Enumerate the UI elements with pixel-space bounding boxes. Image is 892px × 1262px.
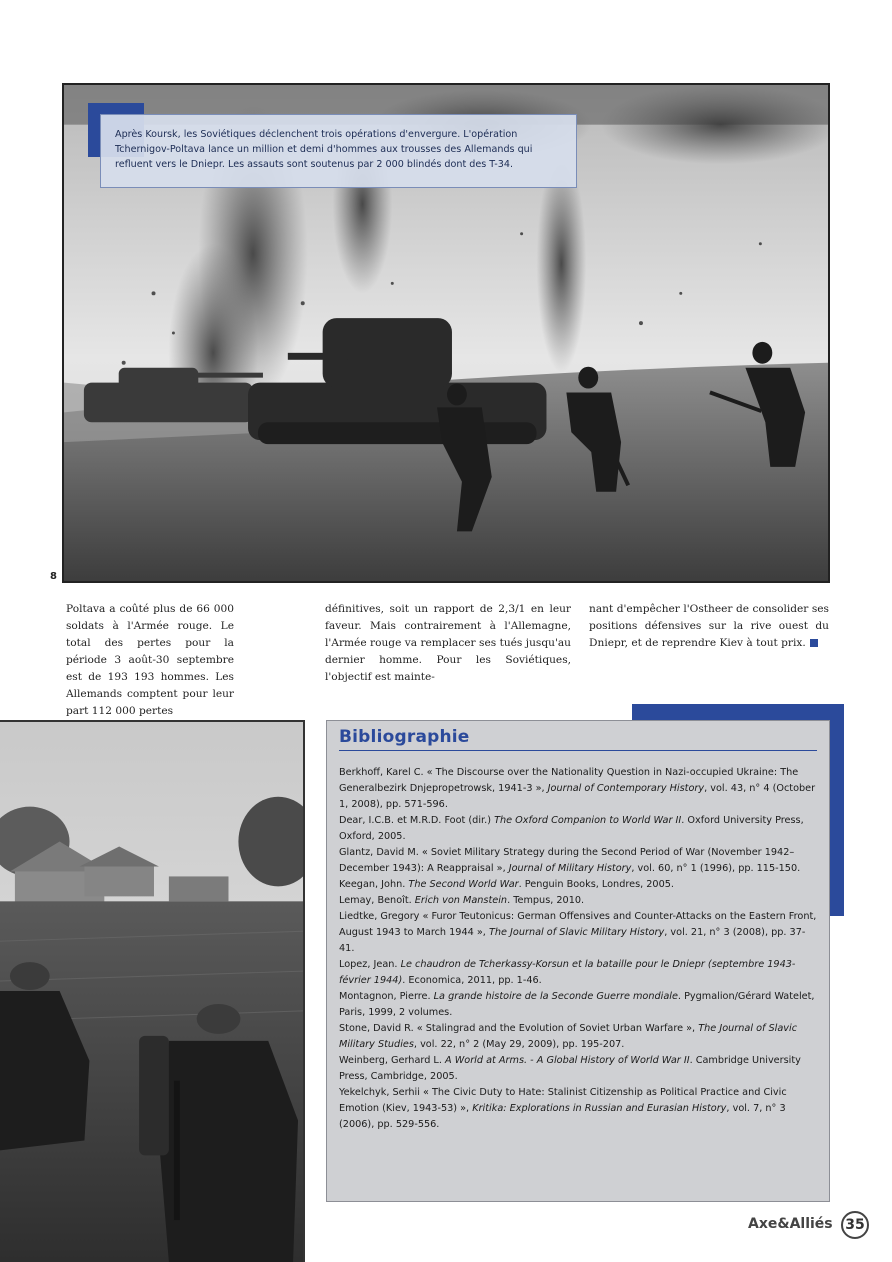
- bibliography-entry: Keegan, John. The Second World War. Penguin Books, Londres, 2005.: [339, 879, 675, 890]
- article-column-1: Poltava a coûté plus de 66 000 soldats à l'Armée rouge. Le total des pertes pour la période 3 août-30 septembre est de 193 193 hommes. Les Allemands comptent pour leur part 112 000 pertes: [66, 603, 234, 717]
- bibliography-entry: Weinberg, Gerhard L. A World at Arms. - A Global History of World War II. Cambridge University Press, Cambridge, 2005.: [339, 1055, 801, 1082]
- bibliography-entry: Lemay, Benoît. Erich von Manstein. Tempus, 2010.: [339, 895, 585, 906]
- article-column-3-text: nant d'empêcher l'Ostheer de consolider ses positions défensives sur la rive ouest du Dniepr, et de reprendre Kiev à tout prix.: [589, 603, 829, 649]
- bibliography-entry: Stone, David R. « Stalingrad and the Evolution of Soviet Urban Warfare », The Journal of Slavic Military Studies, vol. 22, n° 2 (May 29, 2009), pp. 195-207.: [339, 1023, 798, 1050]
- bibliography-entry: Glantz, David M. « Soviet Military Strategy during the Second Period of War (November 1942–December 1943): A Reappraisal », Journal of Military History, vol. 60, n° 1 (1996), pp. 115-150.: [339, 847, 801, 874]
- article-column-3: [589, 601, 829, 652]
- bibliography-entry: Yekelchyk, Serhii « The Civic Duty to Hate: Stalinist Citizenship as Political Practice and Civic Emotion (Kiev, 1943-53) », Kritika: Explorations in Russian and Eurasian History, vol. 7, n° 3 (2006), pp. 529-556.: [339, 1087, 787, 1130]
- bibliography-entry: Berkhoff, Karel C. « The Discourse over the Nationality Question in Nazi-occupied Ukraine: The Generalbezirk Dnjepropetrowsk, 1941-3 », Journal of Contemporary History, vol. 43, n° 4 (October 1, 2008), pp. 571-596.: [339, 767, 816, 810]
- bibliography-title: Bibliographie: [339, 727, 817, 751]
- photo-caption: Après Koursk, les Soviétiques déclenchent trois opérations d'envergure. L'opération Tchernigov-Poltava lance un million et demi d'hommes aux trousses des Allemands qui refluent vers le Dniepr. Les assauts sont soutenus par 2 000 blindés dont des T-34.: [100, 114, 577, 188]
- bibliography-box: [326, 720, 830, 1202]
- bibliography-entry: Lopez, Jean. Le chaudron de Tcherkassy-Korsun et la bataille pour le Dniepr (septembre 1943-février 1944). Economica, 2011, pp. 1-46.: [339, 959, 796, 986]
- article-column-2: définitives, soit un rapport de 2,3/1 en leur faveur. Mais contrairement à l'Allemagne, l'Armée rouge va remplacer ses tués jusqu'au dernier homme. Pour les Soviétiques, l'objectif est mainte-: [325, 603, 571, 683]
- bibliography-entry: Liedtke, Gregory « Furor Teutonicus: German Offensives and Counter-Attacks on the Eastern Front, August 1943 to March 1944 », The Journal of Slavic Military History, vol. 21, n° 3 (2008), pp. 37-41.: [339, 911, 817, 954]
- soldiers-photo-illustration: [0, 722, 303, 1262]
- bibliography-entry: Dear, I.C.B. et M.R.D. Foot (dir.) The Oxford Companion to World War II. Oxford University Press, Oxford, 2005.: [339, 815, 804, 842]
- bibliography-list: [339, 765, 817, 1133]
- magazine-logo: Axe&Alliés: [748, 1216, 833, 1232]
- soldiers-village-photo: [0, 720, 305, 1262]
- page-number: 35: [841, 1211, 869, 1239]
- blue-square-icon: [810, 639, 818, 647]
- photo-marker: 8: [50, 571, 57, 582]
- bibliography-entry: Montagnon, Pierre. La grande histoire de la Seconde Guerre mondiale. Pygmalion/Gérard Watelet, Paris, 1999, 2 volumes.: [339, 991, 815, 1018]
